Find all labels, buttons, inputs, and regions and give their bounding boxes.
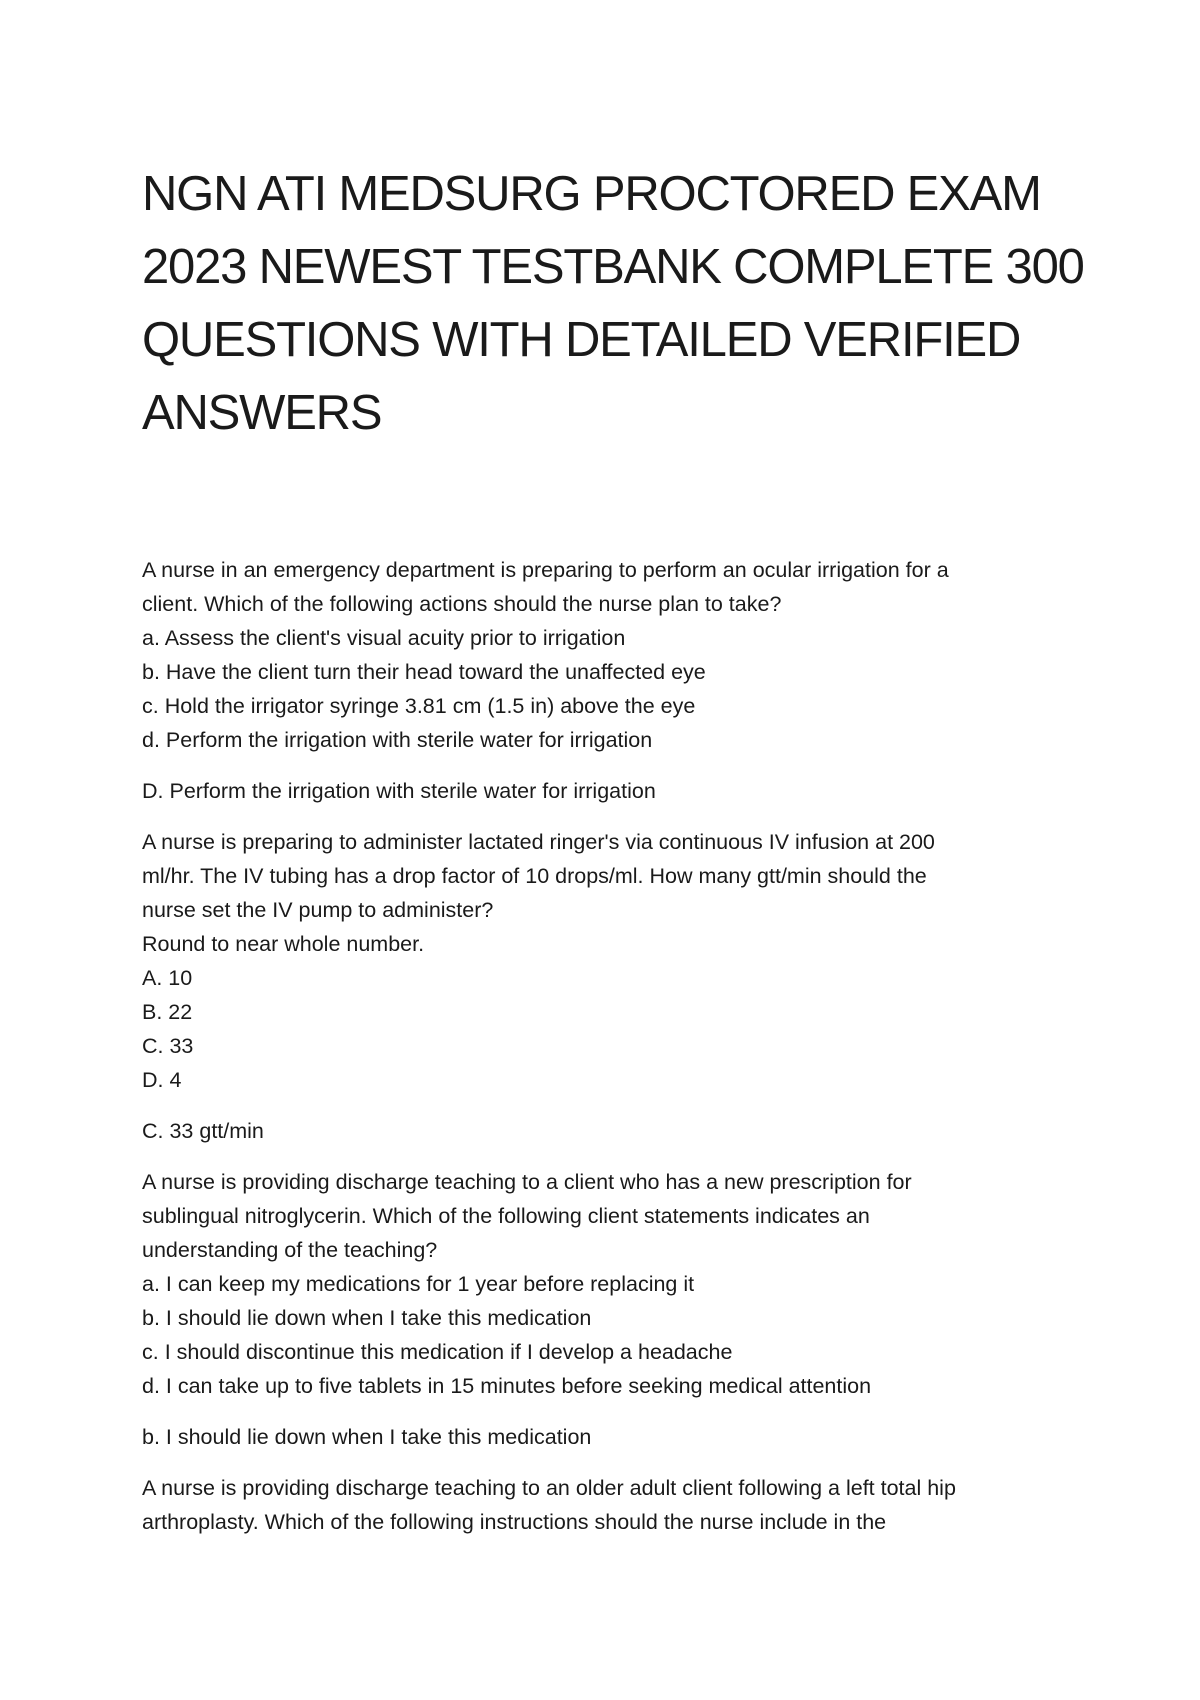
title-line: NGN ATI MEDSURG PROCTORED EXAM <box>142 167 1041 221</box>
document-title <box>142 158 1084 450</box>
question-stem: understanding of the teaching? <box>142 1238 438 1262</box>
question-stem: ml/hr. The IV tubing has a drop factor of 10 drops/ml. How many gtt/min should the <box>142 864 927 888</box>
answer-option: d. Perform the irrigation with sterile water for irrigation <box>142 728 653 752</box>
answer-option: c. I should discontinue this medication if I develop a headache <box>142 1340 733 1364</box>
answer-2 <box>142 1114 1042 1148</box>
answer-option: b. I should lie down when I take this medication <box>142 1306 592 1330</box>
question-2 <box>142 825 1042 1097</box>
correct-answer: C. 33 gtt/min <box>142 1119 264 1143</box>
question-stem: nurse set the IV pump to administer? <box>142 898 494 922</box>
answer-option: c. Hold the irrigator syringe 3.81 cm (1.5 in) above the eye <box>142 694 696 718</box>
question-3 <box>142 1165 1042 1403</box>
question-stem: sublingual nitroglycerin. Which of the following client statements indicates an <box>142 1204 870 1228</box>
question-stem: A nurse is preparing to administer lactated ringer's via continuous IV infusion at 200 <box>142 830 935 854</box>
question-stem: A nurse in an emergency department is preparing to perform an ocular irrigation for a <box>142 558 949 582</box>
answer-option: a. Assess the client's visual acuity prior to irrigation <box>142 626 626 650</box>
title-line: ANSWERS <box>142 386 382 440</box>
title-line: QUESTIONS WITH DETAILED VERIFIED <box>142 313 1021 367</box>
title-line: 2023 NEWEST TESTBANK COMPLETE 300 <box>142 240 1084 294</box>
question-stem: A nurse is providing discharge teaching to an older adult client following a left total hip <box>142 1476 956 1500</box>
question-stem: arthroplasty. Which of the following instructions should the nurse include in the <box>142 1510 887 1534</box>
question-stem: client. Which of the following actions should the nurse plan to take? <box>142 592 782 616</box>
correct-answer: D. Perform the irrigation with sterile water for irrigation <box>142 779 656 803</box>
answer-3 <box>142 1420 1042 1454</box>
question-stem: A nurse is providing discharge teaching to a client who has a new prescription for <box>142 1170 912 1194</box>
answer-option: b. Have the client turn their head toward the unaffected eye <box>142 660 706 684</box>
answer-option: a. I can keep my medications for 1 year before replacing it <box>142 1272 695 1296</box>
answer-option: A. 10 <box>142 966 193 990</box>
answer-option: d. I can take up to five tablets in 15 minutes before seeking medical attention <box>142 1374 872 1398</box>
correct-answer: b. I should lie down when I take this medication <box>142 1425 592 1449</box>
answer-option: B. 22 <box>142 1000 193 1024</box>
questions-body <box>142 553 1042 1556</box>
answer-option: D. 4 <box>142 1068 182 1092</box>
answer-1 <box>142 774 1042 808</box>
answer-option: C. 33 <box>142 1034 194 1058</box>
question-4 <box>142 1471 1042 1539</box>
question-stem: Round to near whole number. <box>142 932 425 956</box>
question-1 <box>142 553 1042 757</box>
